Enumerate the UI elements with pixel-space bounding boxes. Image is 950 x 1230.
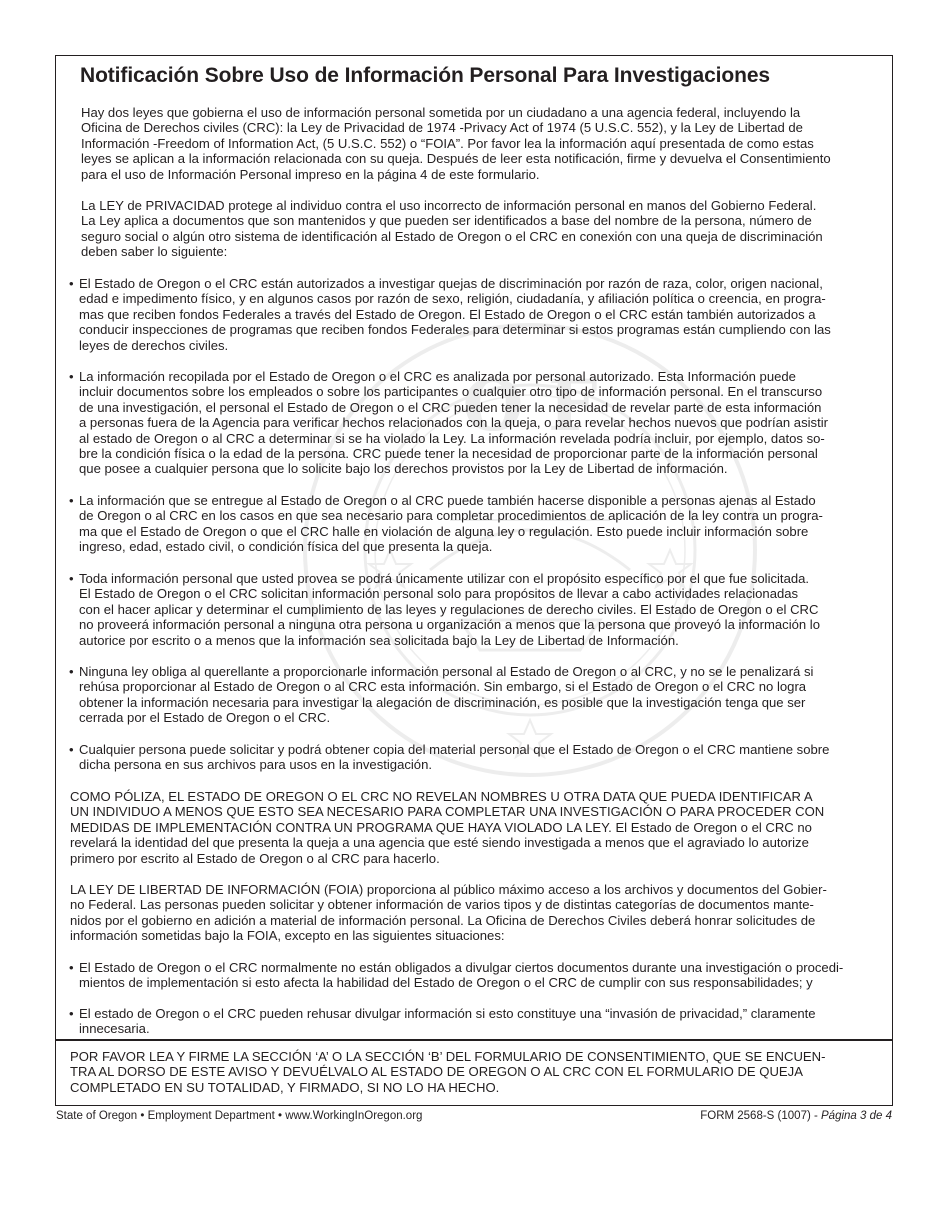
intro-paragraph: Hay dos leyes que gobierna el uso de información personal sometida por un ciudadano a una agencia federal, incluyendo la Oficina de Derechos civiles (CRC): la Ley de Privacidad de 1974 -Privacy Act of 1974 (5 U.S.C. 552), y la Ley de Libertad de Información -Freedom of Information Act, (5 U.S.C. 552) o “FOIA”. Por favor lea la información aquí presentada de como estas leyes se aplican a la información relacionada con su queja. Después de leer esta notificación, firme y devuelva el Consentimiento para el uso de Información Personal impreso en la página 4 de este formulario. [81,105,831,182]
privacy-bullet-2: • La información recopilada por el Estado de Oregon o el CRC es analizada por personal autorizado. Esta Información puede incluir documentos sobre los empleados o sobre los participantes o cualquier otro tipo de información personal. En el transcurso de una investigación, el personal el Estado de Oregon o el CRC pueden tener la necesidad de revelar parte de esta información a personas fuera de la Agencia para verificar hechos relacionados con la queja, o para revelar hechos nuevos que podrían asistir al estado de Oregon o al CRC a determinar si se ha violado la Ley. La información revelada podría incluir, por ejemplo, datos so- bre la condición física o la edad de la persona. CRC puede tener la necesidad de proporcionar parte de la información personal que posee a cualquier persona que lo solicite bajo los derechos provistos por la Ley de Libertad de información. [69,369,828,477]
privacy-bullet-5: • Ninguna ley obliga al querellante a proporcionarle información personal al Estado de Oregon o al CRC, y no se le penalizará si rehúsa proporcionar al Estado de Oregon o al CRC esta información. Sin embargo, si el Estado de Oregon o el CRC no logra obtener la información necesaria para investigar la alegación de discriminación, es posible que la investigación tenga que ser cerrada por el Estado de Oregon o el CRC. [69,664,814,726]
foia-bullet-2: • El estado de Oregon o el CRC pueden rehusar divulgar información si esto constituye una “invasión de privacidad,” claramente innecesaria. [69,1006,816,1037]
policy-paragraph: COMO PÓLIZA, EL ESTADO DE OREGON O EL CRC NO REVELAN NOMBRES U OTRA DATA QUE PUEDA IDENTIFICAR A UN INDIVIDUO A MENOS QUE ESTO SEA NECESARIO PARA COMPLETAR UNA INVESTIGACIÓN O PARA PROCEDER CON MEDIDAS DE IMPLEMENTACIÓN CONTRA UN PROGRAMA QUE HAYA VIOLADO LA LEY. El Estado de Oregon o el CRC no revelará la identidad del que presenta la queja a una agencia que esté siendo investigada a menos que el agraviado lo autorize primero por escrito al Estado de Oregon o al CRC para hacerlo. [70,789,825,866]
page-title: Notificación Sobre Uso de Información Personal Para Investigaciones [80,64,770,87]
privacy-act-paragraph: La LEY de PRIVACIDAD protege al individuo contra el uso incorrecto de información personal en manos del Gobierno Federal. La Ley aplica a documentos que son mantenidos y que pueden ser identificados a base del nombre de la persona, número de seguro social o algún otro sistema de identificación al Estado de Oregon o el CRC en conexión con una queja de discriminación deben saber lo siguiente: [81,198,823,260]
consent-notice-text: POR FAVOR LEA Y FIRME LA SECCIÓN ‘A’ O LA SECCIÓN ‘B’ DEL FORMULARIO DE CONSENTIMIENTO, QUE SE ENCUEN- TRA AL DORSO DE ESTE AVISO Y DEVUÉLVALO AL ESTADO DE OREGON O AL CRC CON EL FORMULARIO DE QUEJA COMPLETADO EN SU TOTALIDAD, Y FIRMADO, SI NO LO HA HECHO. [70,1049,826,1095]
footer-agency: State of Oregon • Employment Department • www.WorkingInOregon.org [56,1110,423,1122]
privacy-bullet-4: • Toda información personal que usted provea se podrá únicamente utilizar con el propósito específico por el que fue solicitada. El Estado de Oregon o el CRC solicitan información personal solo para propósitos de llevar a cabo actividades relacionadas con el hacer aplicar y determinar el cumplimiento de las leyes y regulaciones de derecho civiles. El Estado de Oregon o el CRC no proveerá información personal a ninguna otra persona u organización a menos que la persona que proveyó la información lo autorice por escrito o a menos que la información sea solicitada bajo la Ley de Libertad de Información. [69,571,820,648]
consent-notice-box [55,1040,893,1106]
privacy-bullet-6: • Cualquier persona puede solicitar y podrá obtener copia del material personal que el Estado de Oregon o el CRC mantiene sobre dicha persona en sus archivos para usos en la investigación. [69,742,830,773]
privacy-bullet-3: • La información que se entregue al Estado de Oregon o al CRC puede también hacerse disponible a personas ajenas al Estado de Oregon o al CRC en los casos en que sea necesario para completar procedimientos de aplicación de la ley contra un progra- ma que el Estado de Oregon o que el CRC halle en violación de alguna ley o regulación. Esto puede incluir información sobre ingreso, edad, estado civil, o condición física del que presenta la queja. [69,493,823,555]
privacy-bullet-1: • El Estado de Oregon o el CRC están autorizados a investigar quejas de discriminación por razón de raza, color, origen nacional, edad e impedimento físico, y en algunos casos por razón de sexo, religión, ciudadanía, y afiliación política o creencia, en progra- mas que reciben fondos Federales a través del Estado de Oregon. El Estado de Oregon o el CRC están también autorizados a conducir inspecciones de programas que reciben fondos Federales para determinar si estos programas están cumpliendo con las leyes de derechos civiles. [69,276,831,353]
foia-bullet-1: • El Estado de Oregon o el CRC normalmente no están obligados a divulgar ciertos documentos durante una investigación o procedi- mientos de implementación si esto afecta la habilidad del Estado de Oregon o el CRC de cumplir con sus responsabilidades; y [69,960,844,991]
footer-page-number: Página 3 de 4 [821,1110,892,1122]
foia-paragraph: LA LEY DE LIBERTAD DE INFORMACIÓN (FOIA) proporciona al público máximo acceso a los archivos y documentos del Gobier- no Federal. Las personas pueden solicitar y obtener información de varios tipos y de distintas categorías de documentos mante- nidos por el gobierno en adición a material de información personal. La Oficina de Derechos Civiles deberá honrar solicitudes de información sometidas bajo la FOIA, excepto en las siguientes situaciones: [70,882,827,944]
svg-text:O F: O F [462,364,598,447]
footer-form-number: FORM 2568-S (1007) - Página 3 de 4 [700,1110,892,1122]
